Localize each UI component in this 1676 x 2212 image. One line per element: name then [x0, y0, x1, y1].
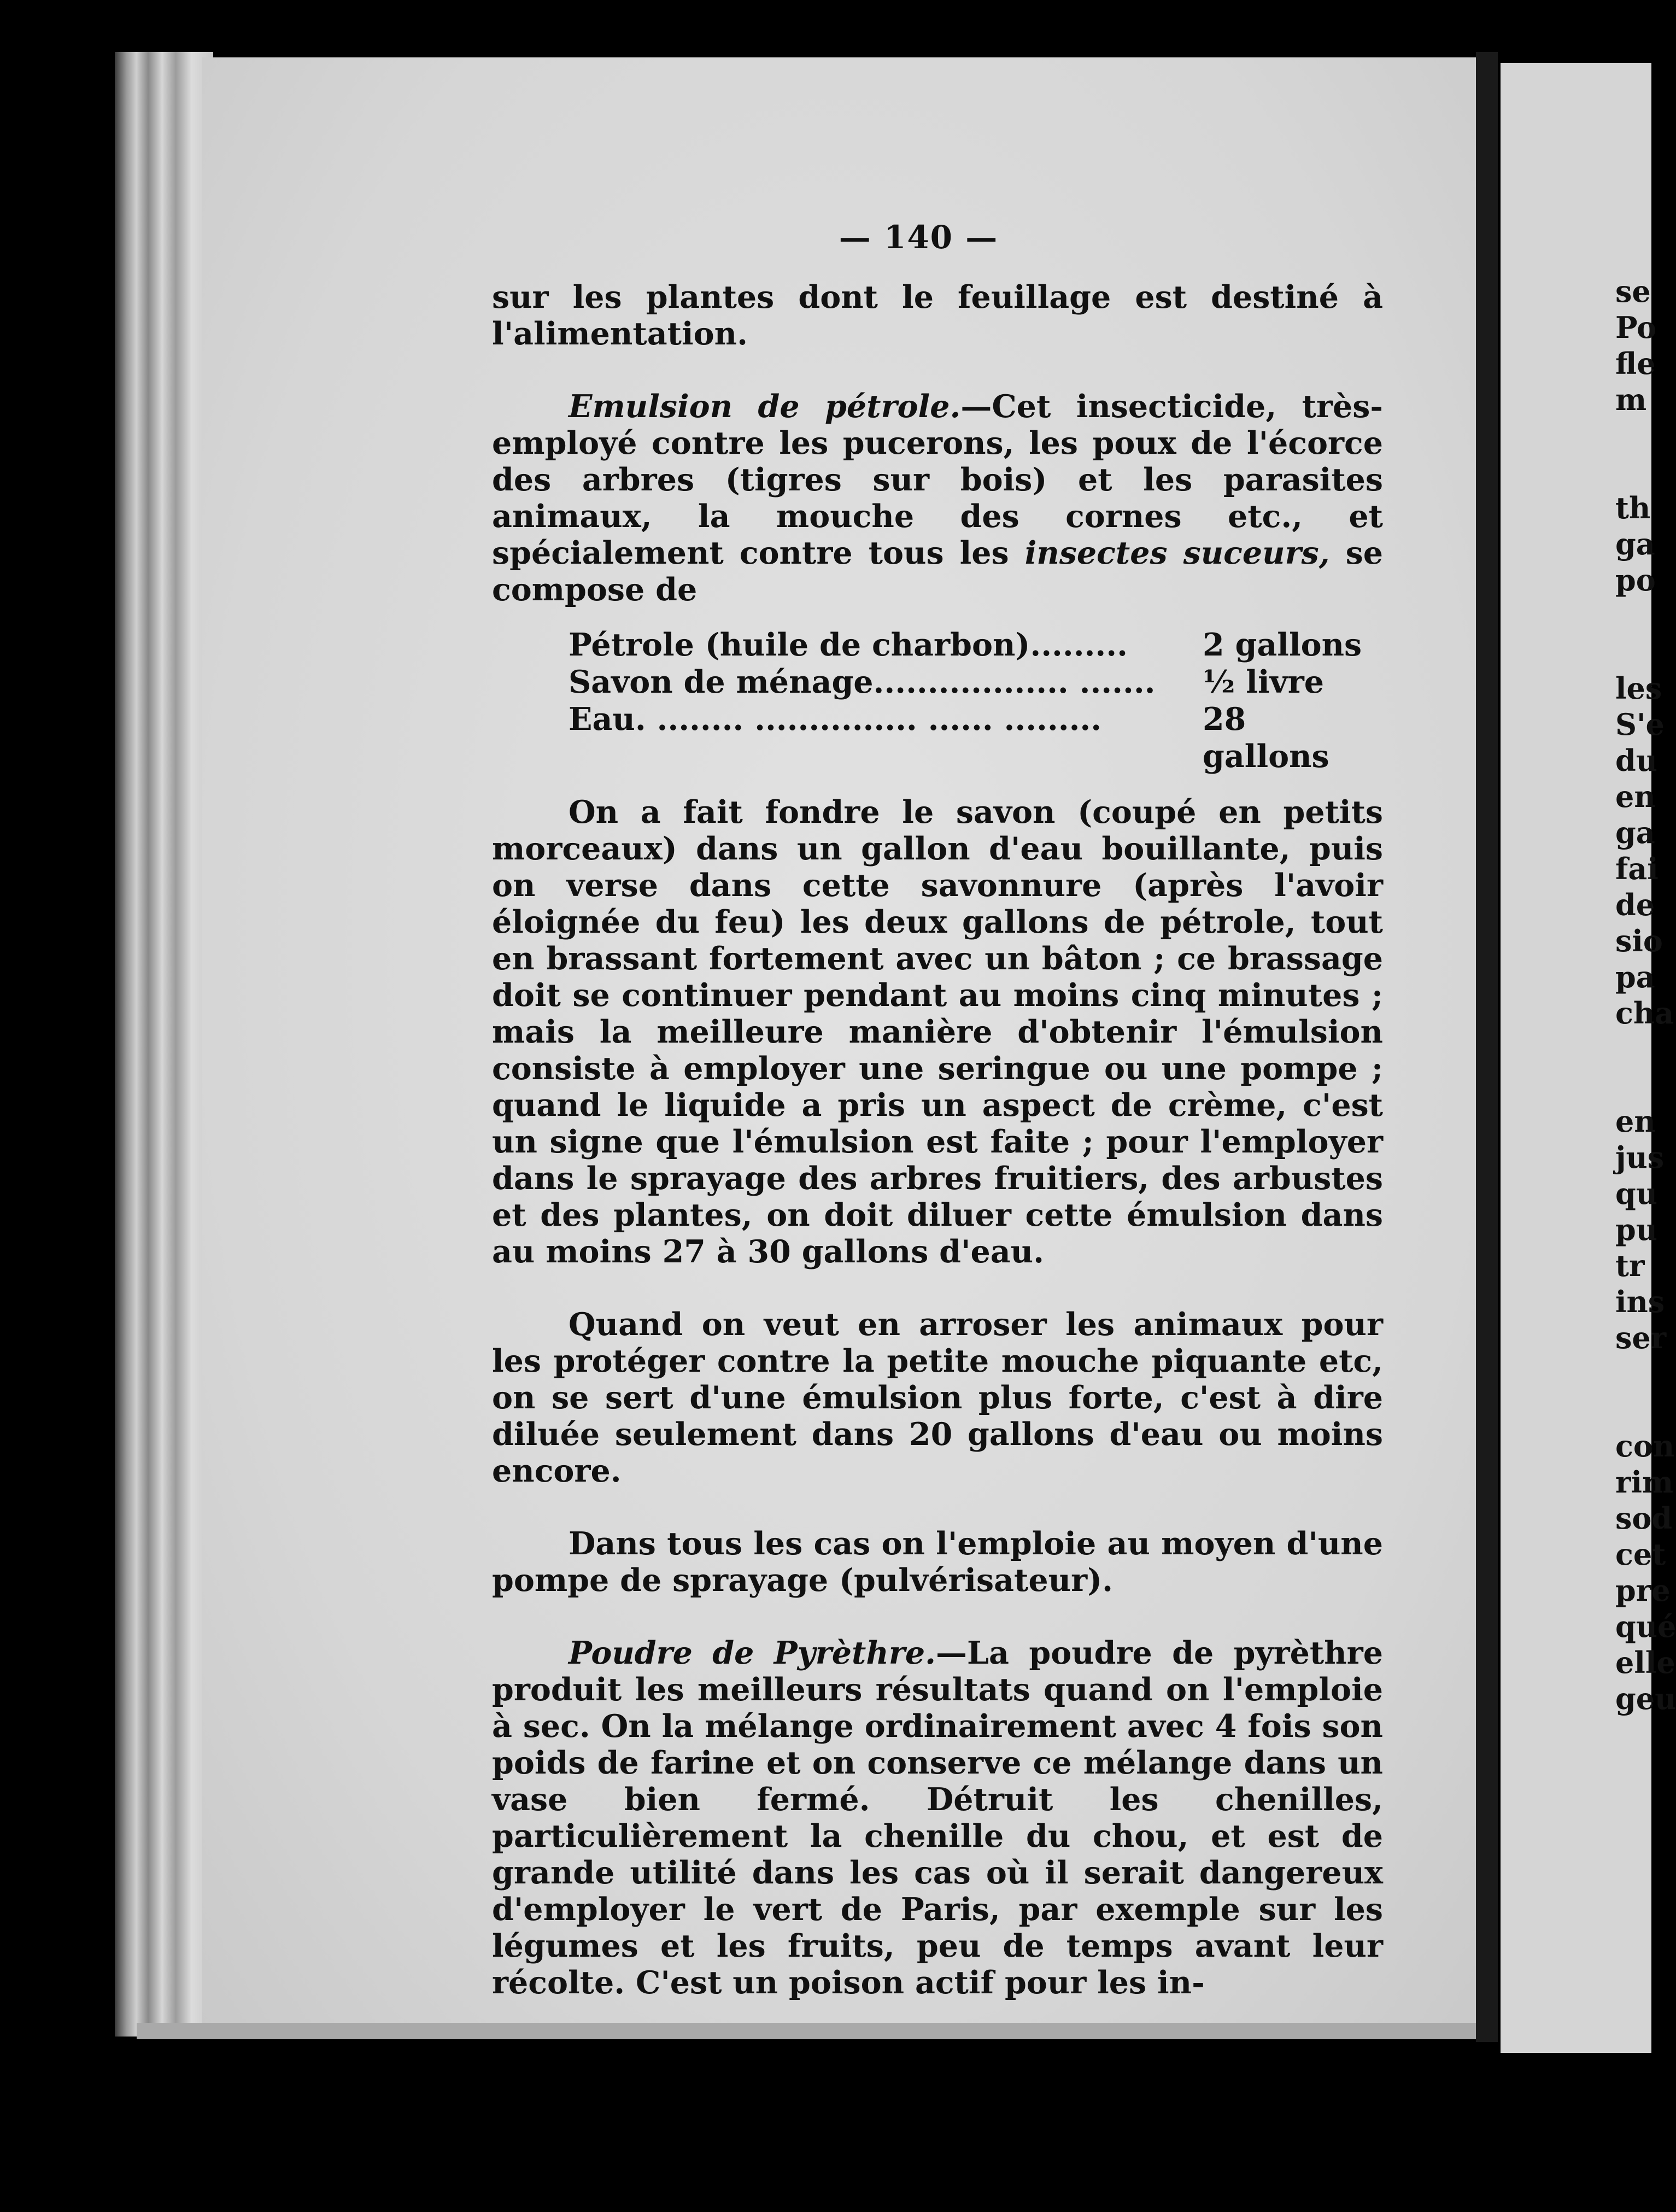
- recipe-row: [569, 701, 1383, 775]
- book-gutter: [1476, 52, 1498, 2042]
- paragraph-text: se compose de: [492, 535, 1383, 608]
- recipe-row: [569, 627, 1383, 664]
- page-header: [0, 219, 1651, 256]
- right-page-fragment: de: [1615, 887, 1655, 922]
- right-page-fragment: se: [1615, 274, 1651, 309]
- right-page-fragment: en: [1615, 1104, 1656, 1139]
- section-title-emulsion: Emulsion de pétrole.: [569, 388, 961, 425]
- right-page-fragment: cet: [1615, 1537, 1666, 1572]
- right-page-fragment: qu: [1615, 1176, 1658, 1211]
- paragraph-continuation: sur les plantes dont le feuillage est destiné à l'alimentation.: [492, 279, 1383, 352]
- recipe-qty: 28 gallons: [1203, 701, 1329, 775]
- right-page-fragment: ser: [1615, 1320, 1667, 1355]
- right-page-fragment: qué: [1615, 1609, 1676, 1644]
- right-page-fragment: en: [1615, 779, 1656, 814]
- left-page-edges: [115, 52, 213, 2037]
- recipe-item: Savon de ménage.................. .......: [569, 664, 1156, 700]
- paragraph-text: —La poudre de pyrèthre produit les meilleurs résultats quand on l'emploie à sec. On la mélange ordinairement avec 4 fois son poids de farine et on conserve ce mélange dans un vase bien fermé. Détruit les chenilles, particulièrement la chenille du chou, et est de grande utilité dans les cas où il serait dangereux d'employer le vert de Paris, par exemple sur les légumes et les fruits, peu de temps avant leur récolte. C'est un poison actif pour les in-: [492, 1635, 1383, 2001]
- right-page-fragment: pre: [1615, 1573, 1671, 1608]
- paragraph-pyrethre: [492, 1635, 1383, 2001]
- paragraph-preparation: On a fait fondre le savon (coupé en petits morceaux) dans un gallon d'eau bouillante, puis on verse dans cette savonnure (après l'avoir éloignée du feu) les deux gallons de pétrole, tout en brassant fortement avec un bâton ; ce brassage doit se continuer pendant au moins cinq minutes ; mais la meilleure manière d'obtenir l'émulsion consiste à employer une seringue ou une pompe ; quand le liquide a pris un aspect de crème, c'est un signe que l'émulsion est faite ; pour l'employer dans le sprayage des arbres fruitiers, des arbustes et des plantes, on doit diluer cette émulsion dans au moins 27 à 30 gallons d'eau.: [492, 794, 1383, 1270]
- right-page-fragment: rim: [1615, 1465, 1674, 1500]
- right-page-fragment: fai: [1615, 851, 1659, 886]
- recipe-qty: 2 gallons: [1203, 627, 1362, 663]
- right-page-fragment: th: [1615, 490, 1651, 525]
- paragraph-emulsion: [492, 388, 1383, 608]
- right-page-text-fragments: [1615, 273, 1676, 1717]
- right-page-fragment: [1615, 418, 1654, 454]
- right-page-fragment: [1615, 634, 1654, 670]
- section-title-pyrethre: Poudre de Pyrèthre.: [569, 1635, 936, 1671]
- page-bottom-edge: [137, 2023, 1476, 2039]
- right-page-fragment: [1615, 598, 1654, 634]
- page-number: — 140 —: [839, 219, 999, 256]
- right-page-fragment: pu: [1615, 1212, 1658, 1247]
- right-page-fragment: po: [1615, 563, 1656, 598]
- recipe-qty: ½ livre: [1203, 664, 1325, 700]
- page-body: [492, 279, 1383, 2001]
- right-page-fragment: [1615, 1356, 1654, 1392]
- right-page-fragment: Po: [1615, 310, 1657, 345]
- italic-term: insectes suceurs,: [1024, 535, 1330, 571]
- paragraph-text: —Cet insecticide, très-employé contre les pucerons, les poux de l'écorce des arbres (tigres sur bois) et les parasites animaux, la mouche des cornes etc., et spécialement contre tous les: [492, 388, 1383, 571]
- right-page-fragment: tr: [1615, 1248, 1645, 1283]
- right-page-fragment: [1615, 1392, 1654, 1428]
- right-page-fragment: les: [1615, 671, 1662, 706]
- recipe-table: [569, 627, 1383, 775]
- right-page-fragment: geu: [1615, 1681, 1676, 1716]
- recipe-row: [569, 664, 1383, 701]
- right-page-fragment: [1615, 1067, 1654, 1103]
- right-page-fragment: S'e: [1615, 707, 1665, 742]
- right-page-fragment: [1615, 1031, 1654, 1067]
- right-page-fragment: pa: [1615, 959, 1655, 994]
- right-page-fragment: ga: [1615, 526, 1655, 561]
- right-page-fragment: cha: [1615, 996, 1674, 1031]
- recipe-item: Pétrole (huile de charbon).........: [569, 627, 1128, 663]
- right-page-fragment: ins: [1615, 1284, 1665, 1319]
- right-page-fragment: ga: [1615, 815, 1655, 850]
- paragraph-animals: Quand on veut en arroser les animaux pour les protéger contre la petite mouche piquante etc, on se sert d'une émulsion plus forte, c'est à dire diluée seulement dans 20 gallons d'eau ou moins encore.: [492, 1306, 1383, 1489]
- right-page-fragment: du: [1615, 743, 1658, 778]
- right-page-fragment: fle: [1615, 346, 1656, 381]
- right-page-fragment: sio: [1615, 923, 1663, 958]
- right-page-fragment: elle: [1615, 1645, 1675, 1680]
- right-page-fragment: [1615, 454, 1654, 490]
- right-page-fragment: con: [1615, 1429, 1675, 1464]
- right-page-fragment: jus: [1615, 1140, 1665, 1175]
- right-page-fragment: m: [1615, 382, 1647, 417]
- right-page-fragment: sod: [1615, 1501, 1673, 1536]
- recipe-item: Eau. ........ ............... ...... .........: [569, 701, 1102, 738]
- paragraph-usage: Dans tous les cas on l'emploie au moyen d'une pompe de sprayage (pulvérisateur).: [492, 1525, 1383, 1599]
